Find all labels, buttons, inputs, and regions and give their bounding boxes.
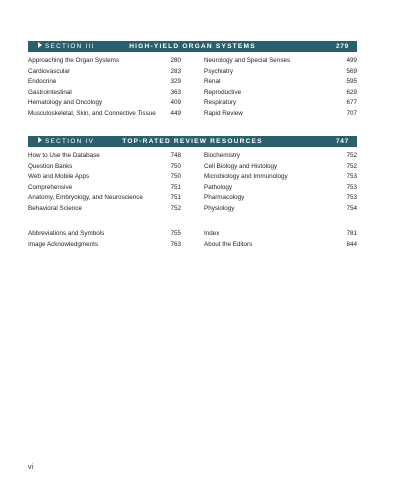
toc-entry-title: Cardiovascular <box>28 67 70 75</box>
section-iii <box>28 41 357 119</box>
toc-entry-page: 280 <box>170 57 181 64</box>
toc-entry-page: 569 <box>346 67 357 75</box>
toc-entry[interactable] <box>28 77 181 88</box>
toc-entry[interactable] <box>204 193 357 204</box>
toc-entry-page: 629 <box>346 88 357 96</box>
toc-entry-title: Image Acknowledgments <box>28 240 99 248</box>
toc-entry[interactable] <box>204 229 357 240</box>
toc-entry-title: Gastrointestinal <box>28 88 72 96</box>
toc-entry[interactable] <box>204 183 357 194</box>
toc-entry-page: 753 <box>346 194 357 201</box>
toc-entry[interactable] <box>204 240 357 251</box>
toc-entry-page: 752 <box>170 204 181 212</box>
toc-entry-title: Pathology <box>204 183 233 191</box>
toc-entry[interactable] <box>204 109 357 120</box>
toc-entry-title: Question Banks <box>28 162 73 170</box>
section-page-number: 747 <box>335 138 349 145</box>
toc-entry[interactable] <box>28 204 181 215</box>
back-matter <box>28 229 357 250</box>
toc-entry-title: Hematology and Oncology <box>28 99 103 106</box>
toc-right-column <box>204 229 357 250</box>
toc-entry-page: 750 <box>170 173 181 180</box>
toc-entry[interactable] <box>28 193 181 204</box>
toc-entry[interactable] <box>28 172 181 183</box>
page-folio: vi <box>28 464 34 471</box>
toc-entry-page: 753 <box>346 173 357 180</box>
toc-entry[interactable] <box>204 204 357 215</box>
toc-entry-page: 707 <box>346 109 357 117</box>
toc-entry-title: Physiology <box>204 204 235 212</box>
section-page-number: 279 <box>335 43 349 50</box>
toc-left-column <box>28 229 181 250</box>
toc-entry-title: Rapid Review <box>204 109 243 117</box>
toc-entry-title: Index <box>204 230 220 237</box>
toc-entry-page: 748 <box>170 152 181 159</box>
toc-entry-page: 781 <box>346 230 357 237</box>
section-title: TOP-RATED REVIEW RESOURCES <box>122 138 263 145</box>
toc-entry[interactable] <box>204 162 357 173</box>
toc-entry-title: Abbreviations and Symbols <box>28 230 105 237</box>
toc-entry-page: 763 <box>170 240 181 248</box>
toc-entry-page: 754 <box>346 204 357 212</box>
toc-entry-title: Reproductive <box>204 88 242 96</box>
toc-entry-page: 677 <box>346 99 357 106</box>
toc-entry[interactable] <box>28 240 181 251</box>
toc-entry[interactable] <box>204 151 357 162</box>
toc-entry-title: Comprehensive <box>28 183 73 191</box>
section-header-bar <box>28 41 357 52</box>
toc-entry-title: Web and Mobile Apps <box>28 173 90 180</box>
toc-entry-title: Approaching the Organ Systems <box>28 57 120 64</box>
toc-columns <box>28 56 357 119</box>
toc-entry-title: Endocrine <box>28 78 57 85</box>
toc-entry[interactable] <box>28 88 181 99</box>
toc-entry-title: Microbiology and Immunology <box>204 173 288 180</box>
toc-entry-page: 844 <box>346 240 357 248</box>
toc-entry-page: 751 <box>170 183 181 191</box>
toc-entry-page: 752 <box>346 152 357 159</box>
toc-entry-title: Psychiatry <box>204 67 234 75</box>
toc-entry[interactable] <box>204 67 357 78</box>
toc-entry-page: 499 <box>346 57 357 64</box>
toc-entry-page: 751 <box>170 194 181 201</box>
toc-entry-title: Respiratory <box>204 99 237 106</box>
toc-entry-title: Anatomy, Embryology, and Neuroscience <box>28 194 143 201</box>
toc-entry[interactable] <box>28 151 181 162</box>
section-label: SECTION IV <box>45 138 95 145</box>
toc-entry[interactable] <box>204 88 357 99</box>
toc-entry-title: Pharmacology <box>204 194 245 201</box>
toc-left-column <box>28 151 181 214</box>
toc-entry[interactable] <box>28 162 181 173</box>
toc-right-column <box>204 56 357 119</box>
toc-entry-page: 409 <box>170 99 181 106</box>
toc-entry-page: 750 <box>170 162 181 170</box>
toc-entry[interactable] <box>28 229 181 240</box>
toc-entry[interactable] <box>204 172 357 183</box>
toc-entry-page: 753 <box>346 183 357 191</box>
toc-entry[interactable] <box>28 109 181 120</box>
toc-entry[interactable] <box>28 183 181 194</box>
toc-right-column <box>204 151 357 214</box>
toc-entry[interactable] <box>204 56 357 67</box>
toc-entry-title: How to Use the Database <box>28 152 100 159</box>
toc-entry-title: Behavioral Science <box>28 204 82 212</box>
toc-entry[interactable] <box>28 98 181 109</box>
section-label: SECTION III <box>45 43 95 50</box>
toc-entry-title: Renal <box>204 78 221 85</box>
toc-entry-title: Biochemistry <box>204 152 241 159</box>
toc-entry-page: 752 <box>346 162 357 170</box>
toc-entry[interactable] <box>28 56 181 67</box>
section-header-bar <box>28 136 357 147</box>
toc-entry-page: 283 <box>170 67 181 75</box>
toc-entry-page: 329 <box>170 78 181 85</box>
toc-entry[interactable] <box>28 67 181 78</box>
toc-entry-title: Musculoskeletal, Skin, and Connective Tissue <box>28 109 156 117</box>
toc-entry-page: 363 <box>170 88 181 96</box>
toc-entry-title: About the Editors <box>204 240 253 248</box>
toc-entry[interactable] <box>204 98 357 109</box>
toc-entry-page: 595 <box>346 78 357 85</box>
toc-columns <box>28 151 357 214</box>
toc-entry-title: Neurology and Special Senses <box>204 57 291 64</box>
toc-entry[interactable] <box>204 77 357 88</box>
toc-entry-page: 755 <box>170 230 181 237</box>
section-iv <box>28 136 357 214</box>
section-title: HIGH-YIELD ORGAN SYSTEMS <box>129 43 256 50</box>
toc-entry-page: 449 <box>170 109 181 117</box>
toc-entry-title: Cell Biology and Histology <box>204 162 278 170</box>
toc-left-column <box>28 56 181 119</box>
